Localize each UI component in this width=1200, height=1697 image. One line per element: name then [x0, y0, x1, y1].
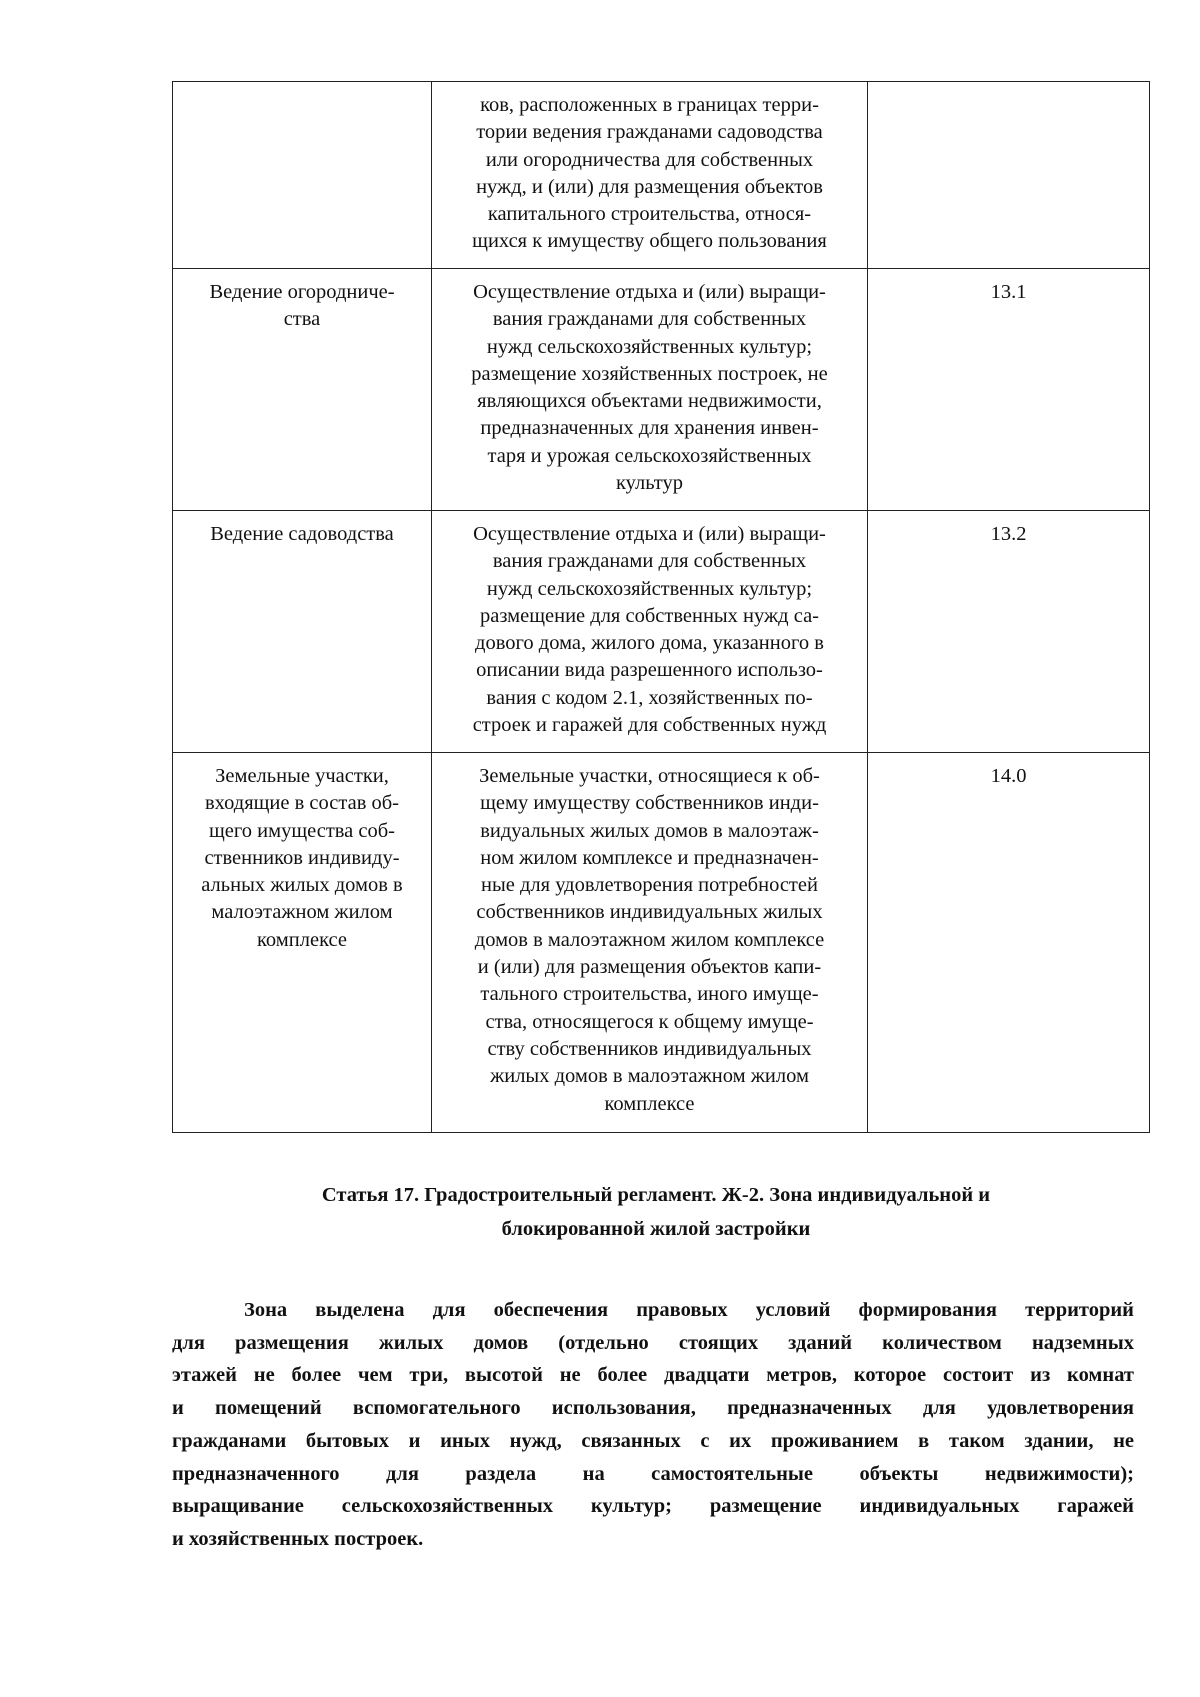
- land-use-table: [172, 81, 1150, 1133]
- use-description-cell: Осуществление отдыха и (или) выращи- вания гражданами для собственных нужд сельскохозяйственных культур; размещение хозяйственных построек, не являющихся объектами недвижимости, предназначенных для хранения инвен- таря и урожая сельскохозяйственных культур: [432, 269, 868, 511]
- use-code-cell: [868, 82, 1150, 269]
- use-code-cell: 14.0: [868, 753, 1150, 1133]
- use-description-cell: Земельные участки, относящиеся к об- щему имуществу собственников инди- видуальных жилых домов в малоэтаж- ном жилом комплексе и предназначен- ные для удовлетворения потребностей собственников индивидуальных жилых домов в малоэтажном жилом комплексе и (или) для размещения объектов капи- тального строительства, иного имуще- ства, относящегося к общему имуще- ству собственников индивидуальных жилых домов в малоэтажном жилом комплексе: [432, 753, 868, 1133]
- table-row: [173, 511, 1150, 753]
- paragraph-line: для размещения жилых домов (отдельно стоящих зданий количеством надземных: [172, 1331, 1134, 1354]
- paragraph-line: этажей не более чем три, высотой не более двадцати метров, которое состоит из комнат: [172, 1364, 1134, 1387]
- use-code-cell: 13.2: [868, 511, 1150, 753]
- table-row: [173, 753, 1150, 1133]
- use-name-cell: [173, 82, 432, 269]
- article-heading: Статья 17. Градостроительный регламент. Ж-2. Зона индивидуальной и блокированной жилой застройки: [321, 1184, 991, 1240]
- paragraph-line: Зона выделена для обеспечения правовых условий формирования территорий: [244, 1299, 1134, 1321]
- paragraph-line: выращивание сельскохозяйственных культур; размещение индивидуальных гаражей: [172, 1495, 1134, 1518]
- use-name-cell: Ведение огородниче- ства: [173, 269, 432, 511]
- table-row: [173, 82, 1150, 269]
- use-name-cell: Ведение садоводства: [173, 511, 432, 753]
- article-paragraph: [172, 1294, 1134, 1556]
- paragraph-line: и хозяйственных построек.: [172, 1527, 424, 1550]
- paragraph-line: и помещений вспомогательного использования, предназначенных для удовлетворения: [172, 1397, 1134, 1420]
- use-description-cell: ков, расположенных в границах терри- тории ведения гражданами садоводства или огородничества для собственных нужд, и (или) для размещения объектов капитального строительства, относя- щихся к имуществу общего пользования: [432, 82, 868, 269]
- paragraph-line: гражданами бытовых и иных нужд, связанных с их проживанием в таком здании, не: [172, 1429, 1134, 1452]
- paragraph-line: предназначенного для раздела на самостоятельные объекты недвижимости);: [172, 1462, 1134, 1485]
- use-code-cell: 13.1: [868, 269, 1150, 511]
- use-name-cell: Земельные участки, входящие в состав об- щего имущества соб- ственников индивиду- альных жилых домов в малоэтажном жилом комплексе: [173, 753, 432, 1133]
- use-description-cell: Осуществление отдыха и (или) выращи- вания гражданами для собственных нужд сельскохозяйственных культур; размещение для собственных нужд са- дового дома, жилого дома, указанного в описании вида разрешенного использо- вания с кодом 2.1, хозяйственных по- строек и гаражей для собственных нужд: [432, 511, 868, 753]
- table-row: [173, 269, 1150, 511]
